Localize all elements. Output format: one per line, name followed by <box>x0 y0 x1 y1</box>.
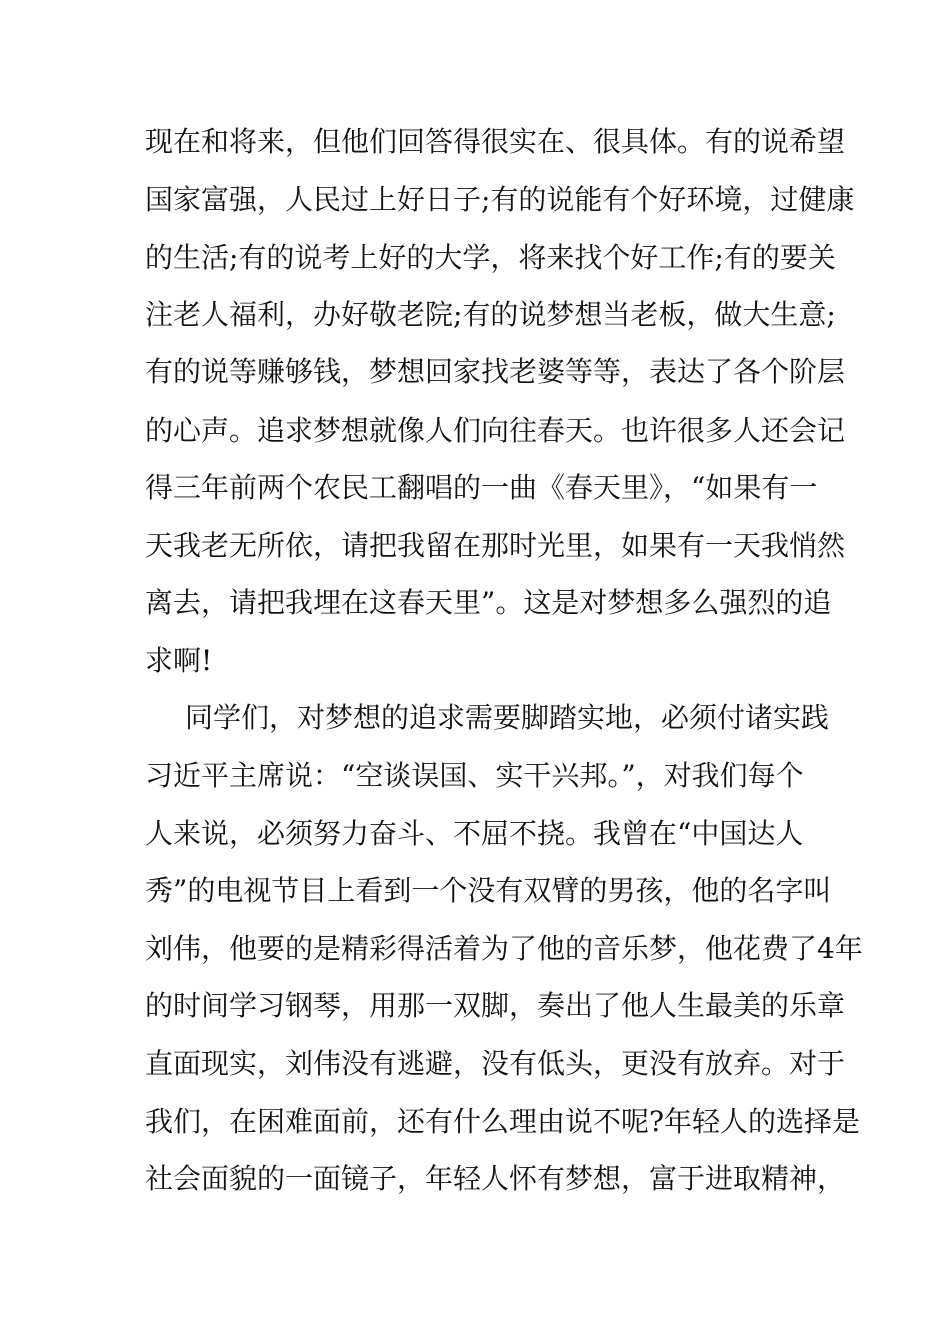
text-line: 刘伟，他要的是精彩得活着为了他的音乐梦，他花费了4年 <box>145 932 863 965</box>
text-line: 注老人福利，办好敬老院;有的说梦想当老板，做大生意; <box>145 298 836 331</box>
text-line: 人来说，必须努力奋斗、不屈不挠。我曾在“中国达人 <box>145 817 804 850</box>
text-line: 有的说等赚够钱，梦想回家找老婆等等，表达了各个阶层 <box>145 355 846 388</box>
text-line: 得三年前两个农民工翻唱的一曲《春天里》，“如果有一 <box>145 471 818 504</box>
text-line: 离去，请把我埋在这春天里”。这是对梦想多么强烈的追 <box>145 586 832 619</box>
text-line: 直面现实，刘伟没有逃避，没有低头，更没有放弃。对于 <box>145 1047 846 1080</box>
paragraph-start-line: 同学们，对梦想的追求需要脚踏实地，必须付诸实践 <box>185 701 830 734</box>
text-line: 的生活;有的说考上好的大学，将来找个好工作;有的要关 <box>145 241 836 274</box>
text-line: 国家富强，人民过上好日子;有的说能有个好环境，过健康 <box>145 183 855 216</box>
text-line: 现在和将来，但他们回答得很实在、很具体。有的说希望 <box>145 125 846 158</box>
text-line: 秀”的电视节目上看到一个没有双臂的男孩，他的名字叫 <box>145 874 832 907</box>
text-line: 求啊! <box>145 644 213 677</box>
text-line: 的心声。追求梦想就像人们向往春天。也许很多人还会记 <box>145 414 846 447</box>
text-line: 习近平主席说：“空谈误国、实干兴邦。”，对我们每个 <box>145 759 804 792</box>
text-line: 社会面貌的一面镜子，年轻人怀有梦想，富于进取精神， <box>145 1162 846 1195</box>
text-line: 天我老无所依，请把我留在那时光里，如果有一天我悄然 <box>145 529 846 562</box>
text-line: 我们，在困难面前，还有什么理由说不呢?年轻人的选择是 <box>145 1105 861 1138</box>
text-line: 的时间学习钢琴，用那一双脚，奏出了他人生最美的乐章 <box>145 989 846 1022</box>
